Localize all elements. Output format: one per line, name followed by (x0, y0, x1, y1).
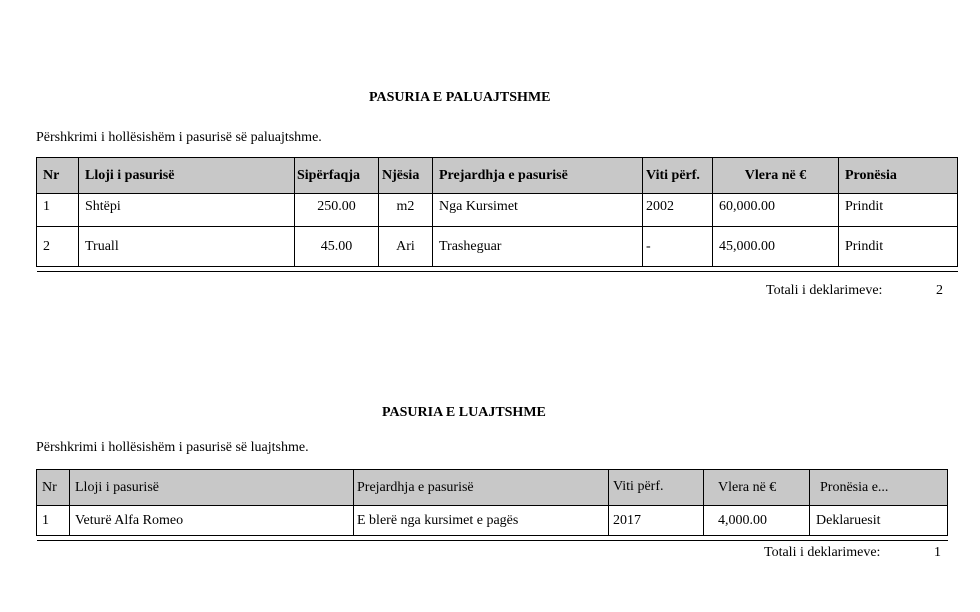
cell-origin: Trasheguar (433, 227, 643, 267)
cell-area: 45.00 (295, 227, 379, 267)
section1-total-label: Totali i deklarimeve: (766, 283, 883, 298)
cell-unit: Ari (379, 227, 433, 267)
cell-origin: E blerë nga kursimet e pagës (354, 506, 609, 536)
table-header-row (37, 470, 948, 506)
col-header-value: Vlera në € (704, 470, 810, 506)
cell-area: 250.00 (295, 194, 379, 227)
section2-title: PASURIA E LUAJTSHME (382, 405, 546, 420)
cell-year: 2002 (643, 194, 713, 227)
section2-description: Përshkrimi i hollësishëm i pasurisë së luajtshme. (36, 440, 309, 455)
col-header-type: Lloji i pasurisë (79, 158, 295, 194)
section2-total-value: 1 (934, 545, 941, 560)
table-header-row (37, 158, 958, 194)
cell-value: 4,000.00 (704, 506, 810, 536)
table-row (37, 194, 958, 227)
cell-ownership: Prindit (839, 227, 958, 267)
cell-ownership: Prindit (839, 194, 958, 227)
col-header-area: Sipërfaqja (295, 158, 379, 194)
cell-type: Shtëpi (79, 194, 295, 227)
col-header-type: Lloji i pasurisë (70, 470, 354, 506)
col-header-ownership: Pronësia e... (810, 470, 948, 506)
cell-nr: 2 (37, 227, 79, 267)
col-header-unit: Njësia (379, 158, 433, 194)
cell-value: 60,000.00 (713, 194, 839, 227)
cell-unit: m2 (379, 194, 433, 227)
section1-total-value: 2 (936, 283, 943, 298)
cell-year: - (643, 227, 713, 267)
col-header-nr: Nr (37, 470, 70, 506)
cell-year: 2017 (609, 506, 704, 536)
section1-title: PASURIA E PALUAJTSHME (369, 90, 551, 105)
col-header-value: Vlera në € (713, 158, 839, 194)
cell-type: Veturë Alfa Romeo (70, 506, 354, 536)
table-footer-rule (37, 536, 948, 541)
cell-type: Truall (79, 227, 295, 267)
section2-total-label: Totali i deklarimeve: (764, 545, 881, 560)
section1-description: Përshkrimi i hollësishëm i pasurisë së paluajtshme. (36, 130, 322, 145)
col-header-year: Viti përf. (643, 158, 713, 194)
col-header-year: Viti përf. (609, 470, 704, 506)
col-header-nr: Nr (37, 158, 79, 194)
col-header-origin: Prejardhja e pasurisë (433, 158, 643, 194)
movable-assets-table (36, 469, 948, 541)
table-footer-rule (37, 267, 958, 272)
col-header-ownership: Pronësia (839, 158, 958, 194)
table-row (37, 227, 958, 267)
table-row (37, 506, 948, 536)
cell-nr: 1 (37, 194, 79, 227)
cell-value: 45,000.00 (713, 227, 839, 267)
immovable-assets-table (36, 157, 958, 272)
cell-nr: 1 (37, 506, 70, 536)
cell-ownership: Deklaruesit (810, 506, 948, 536)
cell-origin: Nga Kursimet (433, 194, 643, 227)
col-header-origin: Prejardhja e pasurisë (354, 470, 609, 506)
